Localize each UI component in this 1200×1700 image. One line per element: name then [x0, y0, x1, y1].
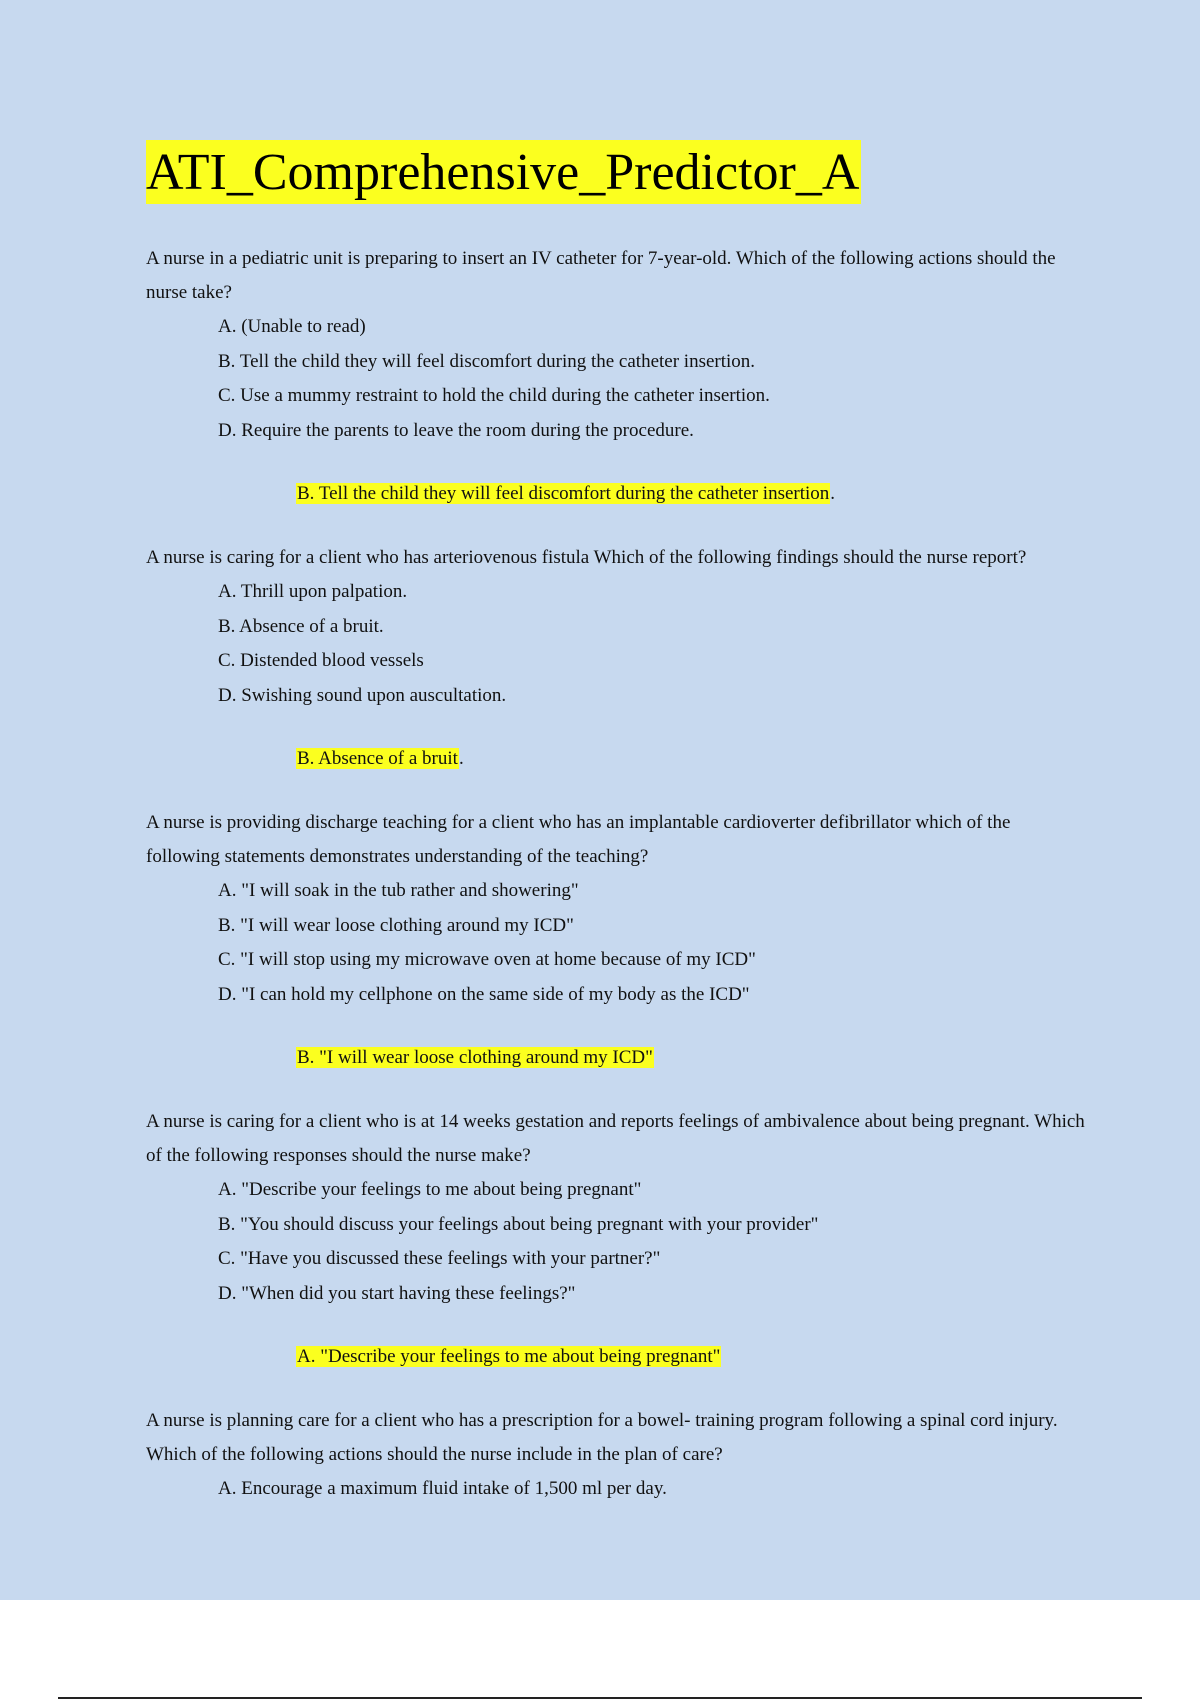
- document-title: ATI_Comprehensive_Predictor_A: [146, 140, 861, 204]
- option-list: [146, 874, 1086, 1012]
- question-stem: A nurse is planning care for a client who has a prescription for a bowel- training program following a spinal cord injury. Which of the following actions should the nurse include in the plan of care?: [146, 1410, 1058, 1465]
- answer: [296, 1045, 1086, 1071]
- option-c: C. Distended blood vessels: [218, 650, 424, 671]
- option-c: C. "I will stop using my microwave oven at home because of my ICD": [218, 949, 756, 970]
- question-stem: A nurse is caring for a client who has arteriovenous fistula Which of the following findings should the nurse report?: [146, 547, 1027, 568]
- option-c: C. Use a mummy restraint to hold the child during the catheter insertion.: [218, 385, 770, 406]
- answer: [296, 1344, 1086, 1370]
- option-a: A. "I will soak in the tub rather and showering": [218, 880, 579, 901]
- answer-suffix: .: [830, 483, 836, 504]
- option-list: [146, 1472, 1086, 1507]
- option-c: C. "Have you discussed these feelings with your partner?": [218, 1248, 661, 1269]
- question-4: [146, 1105, 1086, 1370]
- option-d: D. Swishing sound upon auscultation.: [218, 684, 507, 706]
- question-5: [146, 1404, 1086, 1507]
- answer-highlight: A. "Describe your feelings to me about being pregnant": [297, 1346, 721, 1367]
- question-3: [146, 806, 1086, 1071]
- question-stem: A nurse is caring for a client who is at 14 weeks gestation and reports feelings of ambivalence about being pregnant. Which of the following responses should the nurse make?: [146, 1111, 1085, 1166]
- answer-highlight: B. Tell the child they will feel discomfort during the catheter insertion: [297, 483, 830, 504]
- option-b: B. "You should discuss your feelings about being pregnant with your provider": [218, 1213, 819, 1235]
- option-list: [146, 575, 1086, 713]
- option-b: B. "I will wear loose clothing around my ICD": [218, 914, 574, 936]
- answer-highlight: B. Absence of a bruit: [297, 748, 458, 769]
- option-b: B. Tell the child they will feel discomfort during the catheter insertion.: [218, 350, 756, 372]
- option-a: A. "Describe your feelings to me about being pregnant": [218, 1179, 642, 1200]
- option-d: D. Require the parents to leave the room during the procedure.: [218, 419, 694, 441]
- document-content: [146, 140, 1086, 1507]
- answer: [296, 481, 1086, 507]
- option-list: [146, 1173, 1086, 1311]
- question-1: [146, 242, 1086, 507]
- option-list: [146, 310, 1086, 448]
- answer-highlight: B. "I will wear loose clothing around my ICD": [297, 1047, 653, 1068]
- option-a: A. Thrill upon palpation.: [218, 581, 408, 602]
- answer-suffix: .: [458, 748, 464, 769]
- answer: [296, 746, 1086, 772]
- question-stem: A nurse in a pediatric unit is preparing to insert an IV catheter for 7-year-old. Which of the following actions should the nurse take?: [146, 248, 1056, 303]
- option-a: A. (Unable to read): [218, 316, 366, 337]
- option-a: A. Encourage a maximum fluid intake of 1,500 ml per day.: [218, 1478, 667, 1499]
- question-stem: A nurse is providing discharge teaching for a client who has an implantable cardioverter defibrillator which of the following statements demonstrates understanding of the teaching?: [146, 812, 1011, 867]
- option-d: D. "I can hold my cellphone on the same side of my body as the ICD": [218, 983, 750, 1005]
- question-2: [146, 541, 1086, 772]
- footer-divider: [58, 1697, 1142, 1699]
- option-d: D. "When did you start having these feelings?": [218, 1282, 576, 1304]
- option-b: B. Absence of a bruit.: [218, 615, 384, 637]
